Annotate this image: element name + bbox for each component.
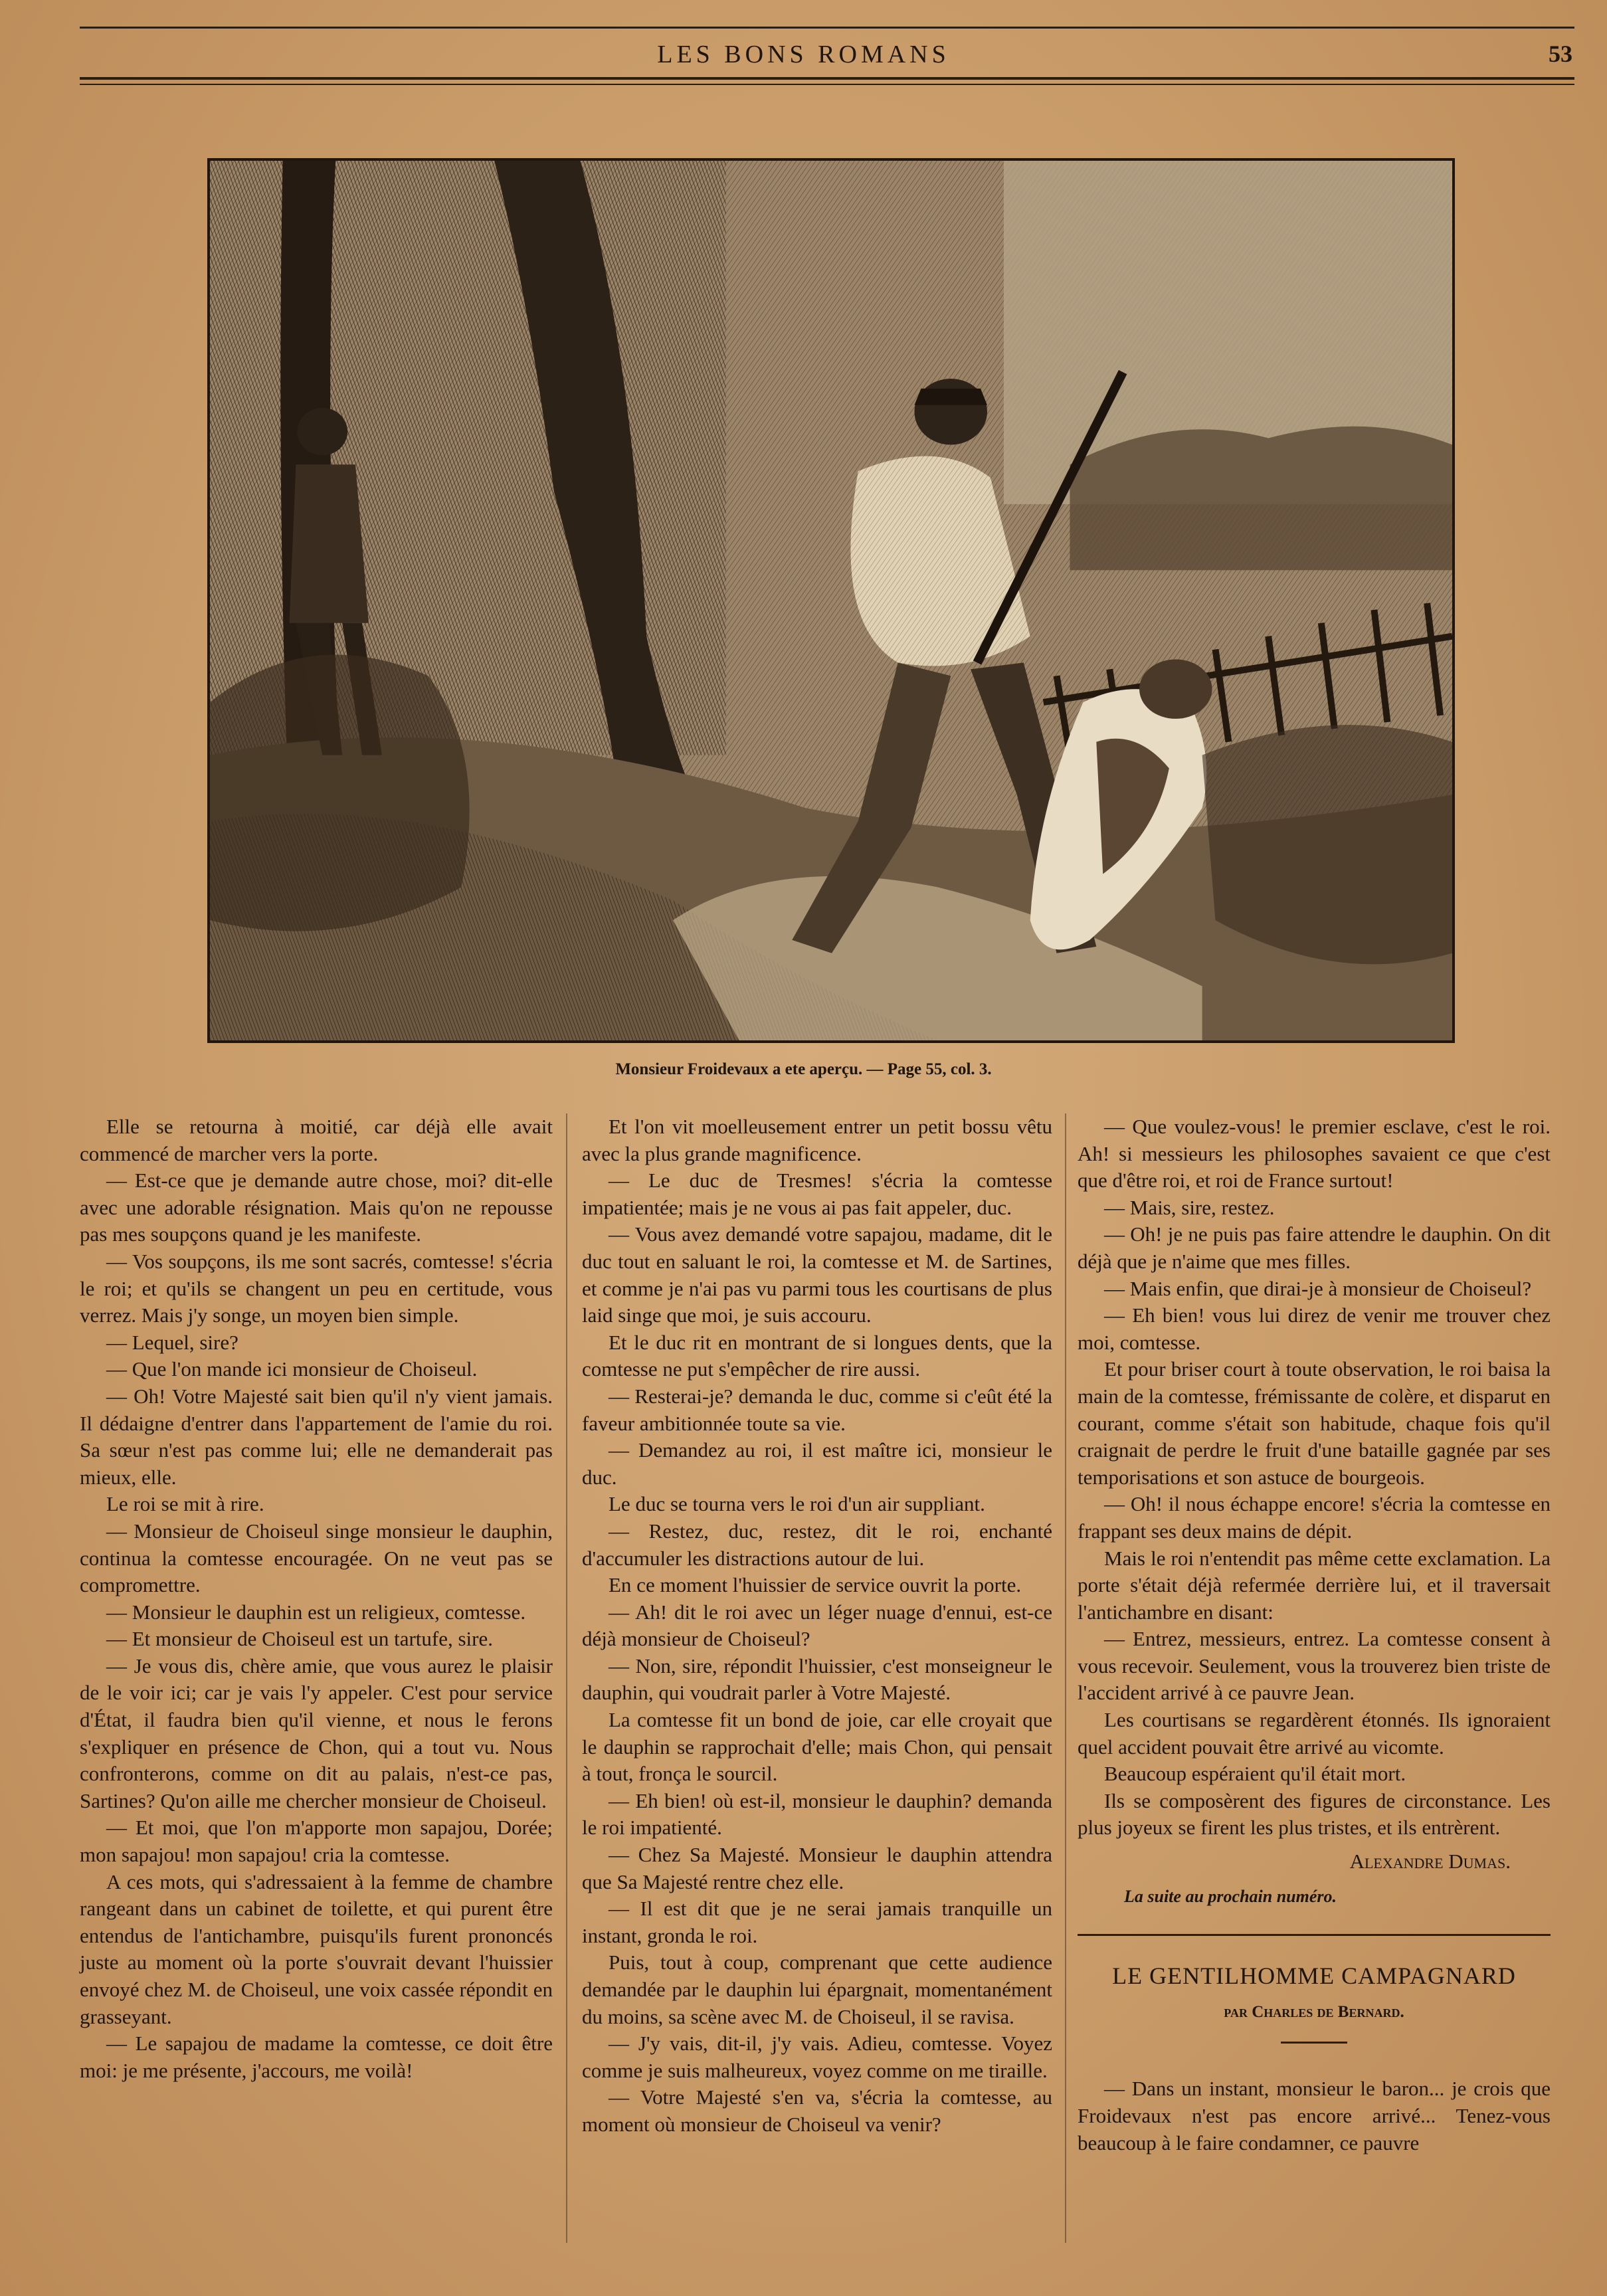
paragraph: — Et monsieur de Choiseul est un tartufe, sire. [106, 1627, 493, 1651]
paragraph: — Vos soupçons, ils me sont sacrés, comtesse! s'écria le roi; et qu'ils se changent un peu en certitude, vous verrez. Mais j'y songe, un moyen bien simple. [80, 1249, 553, 1327]
paragraph: Le roi se mit à rire. [106, 1492, 264, 1516]
paragraph: — Ah! dit le roi avec un léger nuage d'ennui, est-ce déjà monsieur de Choiseul? [582, 1600, 1052, 1651]
author-signature: Alexandre Dumas. [1349, 1850, 1511, 1873]
paragraph: — Eh bien! vous lui direz de venir me trouver chez moi, comtesse. [1078, 1303, 1551, 1354]
text-column-2 [582, 1113, 1052, 2139]
paragraph: Et pour briser court à toute observation, le roi baisa la main de la comtesse, frémissante de colère, et disparut en courant, comme s'était son habitude, chaque fois qu'il craignait de perdre le fruit d'une bataille gagnée par ses temporisations et son astuce de bourgeois. [1078, 1357, 1551, 1489]
column-rule-1 [566, 1113, 567, 2243]
paragraph: — Eh bien! où est-il, monsieur le dauphin? demanda le roi impatienté. [582, 1788, 1052, 1840]
paragraph: — Que l'on mande ici monsieur de Choiseul. [106, 1357, 478, 1381]
novel-title: LE GENTILHOMME CAMPAGNARD [1112, 1962, 1516, 1990]
paragraph: Les courtisans se regardèrent étonnés. Ils ignoraient quel accident pouvait être arrivé au vicomte. [1078, 1708, 1551, 1759]
paragraph: — J'y vais, dit-il, j'y vais. Adieu, comtesse. Voyez comme je suis malheureux, voyez comme on me tiraille. [582, 2032, 1052, 2082]
short-rule [1281, 2042, 1347, 2044]
paragraph: — Que voulez-vous! le premier esclave, c'est le roi. Ah! si messieurs les philosophes savaient ce que c'est que d'être roi, et roi de France surtout! [1078, 1115, 1551, 1193]
paragraph: — Monsieur le dauphin est un religieux, comtesse. [106, 1600, 526, 1624]
section-separator [1078, 1934, 1551, 1936]
paragraph: — Et moi, que l'on m'apporte mon sapajou, Dorée; mon sapajou! mon sapajou! cria la comtesse. [80, 1816, 553, 1867]
paragraph: — Restez, duc, restez, dit le roi, enchanté d'accumuler les distractions autour de lui. [582, 1519, 1052, 1570]
paragraph: — Oh! il nous échappe encore! s'écria la comtesse en frappant ses deux mains de dépit. [1078, 1492, 1551, 1543]
header-top-rule [80, 27, 1574, 29]
text-column-3 [1078, 1113, 1551, 2156]
text-column-1 [80, 1113, 553, 2084]
header-title: LES BONS ROMANS [657, 41, 950, 68]
paragraph: Et l'on vit moelleusement entrer un petit bossu vêtu avec la plus grande magnificence. [582, 1115, 1052, 1165]
paragraph: — Entrez, messieurs, entrez. La comtesse consent à vous recevoir. Seulement, vous la trouverez bien triste de l'accident arrivé à ce pauvre Jean. [1078, 1627, 1551, 1705]
paragraph: Puis, tout à coup, comprenant que cette audience demandée par le dauphin lui épargnait, momentanément du moins, sa scène avec M. de Choiseul, il se ravisa. [582, 1951, 1052, 2028]
paragraph: — Lequel, sire? [106, 1330, 238, 1354]
paragraph: — Mais, sire, restez. [1104, 1195, 1275, 1219]
column-rule-2 [1065, 1113, 1066, 2243]
paragraph: Et le duc rit en montrant de si longues dents, que la comtesse ne put s'empêcher de rire aussi. [582, 1330, 1052, 1381]
paragraph: — Oh! Votre Majesté sait bien qu'il n'y vient jamais. Il dédaigne d'entrer dans l'appartement de l'amie du roi. Sa sœur n'est pas comme lui; elle ne demanderait pas mieux, elle. [80, 1384, 553, 1489]
paragraph: En ce moment l'huissier de service ouvrit la porte. [609, 1573, 1022, 1597]
hunter-and-dog-engraving [210, 161, 1452, 1040]
paragraph: — Demandez au roi, il est maître ici, monsieur le duc. [582, 1438, 1052, 1489]
continued-notice: La suite au prochain numéro. [1124, 1886, 1337, 1906]
paragraph: Beaucoup espéraient qu'il était mort. [1104, 1762, 1406, 1786]
paragraph: Ils se composèrent des figures de circonstance. Les plus joyeux se firent les plus tristes, et ils entrèrent. [1078, 1788, 1551, 1840]
paragraph: — Mais enfin, que dirai-je à monsieur de Choiseul? [1104, 1276, 1532, 1300]
page-number: 53 [1549, 41, 1572, 67]
illustration-caption: Monsieur Froidevaux a ete aperçu. — Page 55, col. 3. [615, 1060, 992, 1078]
header-rule-thick [80, 77, 1574, 80]
paragraph: Elle se retourna à moitié, car déjà elle avait commencé de marcher vers la porte. [80, 1115, 553, 1165]
paragraph: — Est-ce que je demande autre chose, moi? dit-elle avec une adorable résignation. Mais qu'on ne repousse pas mes soupçons quand je les manifeste. [80, 1169, 553, 1246]
paragraph: La comtesse fit un bond de joie, car elle croyait que le dauphin se rapprochait d'elle; mais Chon, qui pensait à tout, fronça le sourcil. [582, 1708, 1052, 1786]
paragraph: — Resterai-je? demanda le duc, comme si c'eût été la faveur ambitionnée toute sa vie. [582, 1384, 1052, 1435]
paragraph: — Dans un instant, monsieur le baron... je crois que Froidevaux n'est pas encore arrivé... Tenez-vous beaucoup à le faire condamner, ce pauvre [1078, 2077, 1551, 2154]
paragraph: — Monsieur de Choiseul singe monsieur le dauphin, continua la comtesse encouragée. On ne veut pas se compromettre. [80, 1519, 553, 1597]
novel-author: par Charles de Bernard. [1224, 2002, 1404, 2021]
paragraph: — Il est dit que je ne serai jamais tranquille un instant, gronda le roi. [582, 1897, 1052, 1947]
paragraph: — Le duc de Tresmes! s'écria la comtesse impatientée; mais je ne vous ai pas fait appeler, duc. [582, 1169, 1052, 1219]
paragraph: A ces mots, qui s'adressaient à la femme de chambre rangeant dans un cabinet de toilette, et qui purent être entendus de l'antichambre, puisqu'ils furent prononcés juste au moment où la porte s'ouvrait devant l'huissier envoyé chez M. de Choiseul, une voix cassée répondit en grasseyant. [80, 1869, 553, 2028]
engraving-illustration [207, 158, 1455, 1043]
paragraph: — Oh! je ne puis pas faire attendre le dauphin. On dit déjà que je n'aime que mes filles. [1078, 1222, 1551, 1273]
paragraph: — Chez Sa Majesté. Monsieur le dauphin attendra que Sa Majesté rentre chez elle. [582, 1843, 1052, 1893]
paragraph: — Je vous dis, chère amie, que vous aurez le plaisir de le voir ici; car je vais l'y appeler. C'est pour service d'État, il faudra bien qu'il vienne, et nous le ferons s'expliquer en présence de Chon, qui a tout vu. Nous confronterons, comme on dit au palais, n'est-ce pas, Sartines? Qu'on aille me chercher monsieur de Choiseul. [80, 1654, 553, 1812]
paragraph: — Vous avez demandé votre sapajou, madame, dit le duc tout en saluant le roi, la comtesse et M. de Sartines, et comme je n'ai pas vu parmi tous les courtisans de plus laid singe que moi, je suis accouru. [582, 1222, 1052, 1327]
paragraph: — Votre Majesté s'en va, s'écria la comtesse, au moment où monsieur de Choiseul va venir? [582, 2085, 1052, 2136]
header-rule-thin [80, 84, 1574, 85]
paragraph: — Le sapajou de madame la comtesse, ce doit être moi: je me présente, j'accours, me voilà! [80, 2032, 553, 2082]
paragraph: Mais le roi n'entendit pas même cette exclamation. La porte s'était déjà refermée derrière lui, et il traversait l'antichambre en disant: [1078, 1546, 1551, 1624]
paragraph: — Non, sire, répondit l'huissier, c'est monseigneur le dauphin, qui voudrait parler à Votre Majesté. [582, 1654, 1052, 1705]
paragraph: Le duc se tourna vers le roi d'un air suppliant. [609, 1492, 985, 1516]
